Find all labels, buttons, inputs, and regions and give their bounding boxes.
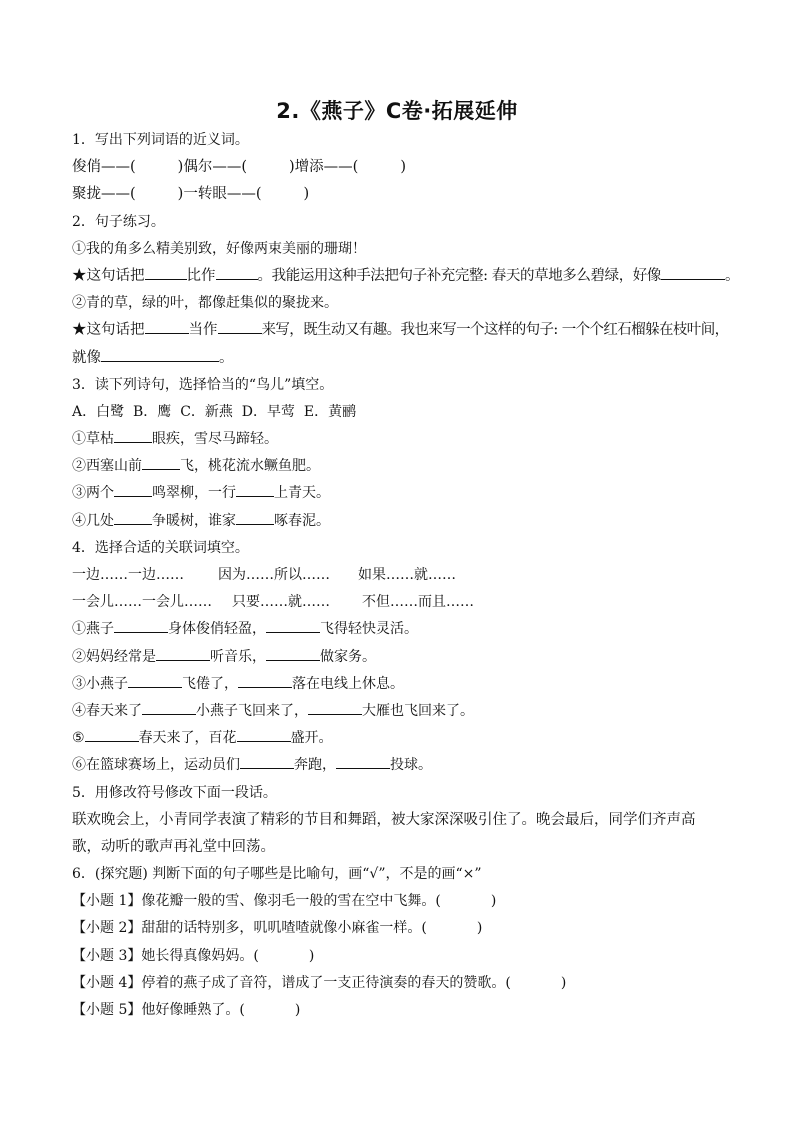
q2-task-1-text-c: 。我能运用这种手法把句子补充完整: 春天的草地多么碧绿，好像 <box>257 267 661 284</box>
q4-s4-a: ④春天来了 <box>72 702 142 719</box>
q4-s3-c: 落在电线上休息。 <box>292 675 404 692</box>
q5-heading: 5．用修改符号修改下面一段话。 <box>72 784 277 801</box>
q2-task-1-text-b: 比作 <box>186 267 216 284</box>
q4-s1-a: ①燕子 <box>72 621 114 638</box>
q4-blank-4[interactable] <box>266 646 320 661</box>
q4-s6-c: 投球。 <box>390 757 432 774</box>
q1-heading: 1．写出下列词语的近义词。 <box>72 132 249 148</box>
q4-s1-c: 飞得轻快灵活。 <box>320 621 418 638</box>
q6-item-2 <box>72 915 724 942</box>
q4-s6-b: 奔跑， <box>294 757 336 774</box>
q2-task-2-text-e: 。 <box>219 349 234 366</box>
q4-blank-10[interactable] <box>237 727 291 742</box>
q5-paragraph: 联欢晚会上，小青同学表演了精彩的节目和舞蹈，被大家深深吸引住了。晚会最后，同学们齐声高歌，动听的歌声再礼堂中回荡。 <box>72 811 696 855</box>
q4-s5-c: 盛开。 <box>290 730 333 747</box>
q6-item-1-close: ) <box>490 893 497 910</box>
q3-poem-2-a: ②西塞山前 <box>72 458 142 475</box>
q4-s5-b: 春天来了，百花 <box>138 730 237 747</box>
q4-s2-c: 做家务。 <box>320 648 376 665</box>
q1-close-paren-2: ) <box>303 186 310 203</box>
q4-word-1: 一边……一边…… <box>72 567 184 583</box>
q3-poem-1-a: ①草枯 <box>72 431 114 448</box>
q1-row2 <box>72 181 724 208</box>
q4-sentence-2 <box>72 644 724 671</box>
q6-item-4 <box>72 970 724 997</box>
q1-row1 <box>72 154 724 181</box>
q2-task-2-text-d: 就像 <box>72 349 101 366</box>
q4-word-6: 不但……而且…… <box>362 594 474 611</box>
q4-blank-2[interactable] <box>266 618 320 633</box>
q2-task-2 <box>72 317 729 344</box>
q6-item-2-close: ) <box>476 920 483 937</box>
q1-word-5: )一转眼——( <box>177 186 262 203</box>
q3-poem-3-c: 上青天。 <box>274 485 330 502</box>
q6-item-1 <box>72 888 724 915</box>
q3-poem-4-a: ④几处 <box>72 512 114 529</box>
q4-blank-7[interactable] <box>142 700 196 715</box>
q4-blank-12[interactable] <box>336 754 390 769</box>
q3-poem-4 <box>72 508 724 535</box>
q6-heading: 6．(探究题) 判断下面的句子哪些是比喻句，画“√”，不是的画“×” <box>72 866 482 883</box>
q6-item-5 <box>72 997 724 1024</box>
q3-blank-1[interactable] <box>114 428 152 443</box>
q4-s5-a: ⑤ <box>72 730 85 747</box>
q3-blank-6[interactable] <box>236 510 274 525</box>
q3-poem-3 <box>72 480 724 507</box>
q4-s3-b: 飞倦了， <box>182 675 238 692</box>
q3-poem-2-b: 飞，桃花流水鳜鱼肥。 <box>180 458 320 475</box>
q3-blank-5[interactable] <box>114 510 152 525</box>
q4-blank-6[interactable] <box>238 673 292 688</box>
q2-blank-3[interactable] <box>661 265 725 280</box>
q4-word-5: 只要……就…… <box>232 594 330 611</box>
q2-task-2-text-a: ★这句话把 <box>72 322 145 339</box>
q2-sentence-1: ①我的角多么精美别致，好像两束美丽的珊瑚！ <box>72 240 366 257</box>
q2-sentence-2: ②青的草，绿的叶，都像赶集似的聚拢来。 <box>72 295 338 312</box>
q4-sentence-6 <box>72 752 724 779</box>
q2-task-1 <box>72 263 740 290</box>
q4-word-bank-1 <box>72 562 724 589</box>
q3-poem-4-c: 啄春泥。 <box>274 512 330 529</box>
q4-sentence-1 <box>72 616 724 643</box>
q2-task-2-text-c: 来写，既生动又有趣。我也来写一个这样的句子: 一个个红石榴躲在枝叶间， <box>261 322 729 339</box>
q2-task-2-end <box>72 345 724 372</box>
q3-blank-4[interactable] <box>236 482 274 497</box>
q3-poem-1-b: 眼疾，雪尽马蹄轻。 <box>152 431 278 448</box>
q4-word-2: 因为……所以…… <box>218 567 330 583</box>
q3-options: A．白鹭 B．鹰 C．新燕 D．早莺 E．黄鹂 <box>72 403 357 420</box>
q2-blank-4[interactable] <box>145 319 189 334</box>
q2-blank-5[interactable] <box>218 319 262 334</box>
q2-task-2-text-b: 当作 <box>188 322 218 339</box>
page-title: 2.《燕子》C卷·拓展延伸 <box>276 99 518 123</box>
q4-s6-a: ⑥在篮球赛场上，运动员们 <box>72 757 240 774</box>
q6-item-5-close: ) <box>294 1002 301 1019</box>
q6-item-4-text: 【小题 4】停着的燕子成了音符，谱成了一支正待演奏的春天的赞歌。( <box>72 974 511 991</box>
q6-item-3 <box>72 943 724 970</box>
q2-blank-2[interactable] <box>216 265 258 280</box>
q2-blank-1[interactable] <box>145 265 187 280</box>
q4-blank-5[interactable] <box>128 673 182 688</box>
worksheet-content <box>72 127 740 1024</box>
q4-s1-b: 身体俊俏轻盈， <box>168 621 266 638</box>
q4-s2-b: 听音乐， <box>210 648 266 665</box>
q3-poem-1 <box>72 426 724 453</box>
q3-poem-3-b: 鸣翠柳，一行 <box>152 485 236 502</box>
q4-word-4: 一会儿……一会儿…… <box>72 594 212 611</box>
q4-word-3: 如果……就…… <box>358 567 456 583</box>
q3-poem-2 <box>72 453 724 480</box>
q3-poem-4-b: 争暖树，谁家 <box>152 512 236 529</box>
q6-item-1-text: 【小题 1】像花瓣一般的雪、像羽毛一般的雪在空中飞舞。( <box>72 893 441 910</box>
q4-blank-11[interactable] <box>240 754 294 769</box>
q6-item-2-text: 【小题 2】甜甜的话特别多，叽叽喳喳就像小麻雀一样。( <box>72 920 427 937</box>
q1-word-3: )增添——( <box>289 159 359 176</box>
q6-item-5-text: 【小题 5】他好像睡熟了。( <box>72 1002 245 1019</box>
q1-word-4: 聚拢——( <box>72 186 136 203</box>
q6-item-3-text: 【小题 3】她长得真像妈妈。( <box>72 947 259 964</box>
q4-sentence-3 <box>72 671 724 698</box>
q4-blank-9[interactable] <box>85 727 139 742</box>
q4-sentence-5 <box>72 725 724 752</box>
q4-s4-b: 小燕子飞回来了， <box>196 702 308 719</box>
q3-blank-3[interactable] <box>114 482 152 497</box>
q4-blank-1[interactable] <box>114 618 168 633</box>
q1-word-2: )偶尔——( <box>177 159 247 176</box>
q2-blank-6[interactable] <box>101 347 219 362</box>
q1-close-paren: ) <box>400 159 406 176</box>
q4-blank-8[interactable] <box>308 700 362 715</box>
q6-item-3-close: ) <box>308 947 315 964</box>
q1-word-1: 俊俏——( <box>72 159 136 176</box>
q4-s4-c: 大雁也飞回来了。 <box>362 702 474 719</box>
q3-blank-2[interactable] <box>142 455 180 470</box>
q2-task-1-text-a: ★这句话把 <box>72 267 145 284</box>
q3-heading: 3．读下列诗句，选择恰当的“鸟儿”填空。 <box>72 376 334 393</box>
q4-sentence-4 <box>72 698 724 725</box>
q2-heading: 2．句子练习。 <box>72 213 165 230</box>
q3-poem-3-a: ③两个 <box>72 485 114 502</box>
q4-s3-a: ③小燕子 <box>72 675 128 692</box>
q2-task-1-text-d: 。 <box>725 267 740 284</box>
q4-blank-3[interactable] <box>156 646 210 661</box>
q4-word-bank-2 <box>72 589 724 616</box>
q4-heading: 4．选择合适的关联词填空。 <box>72 539 249 556</box>
q6-item-4-close: ) <box>560 974 567 991</box>
q4-s2-a: ②妈妈经常是 <box>72 648 156 665</box>
